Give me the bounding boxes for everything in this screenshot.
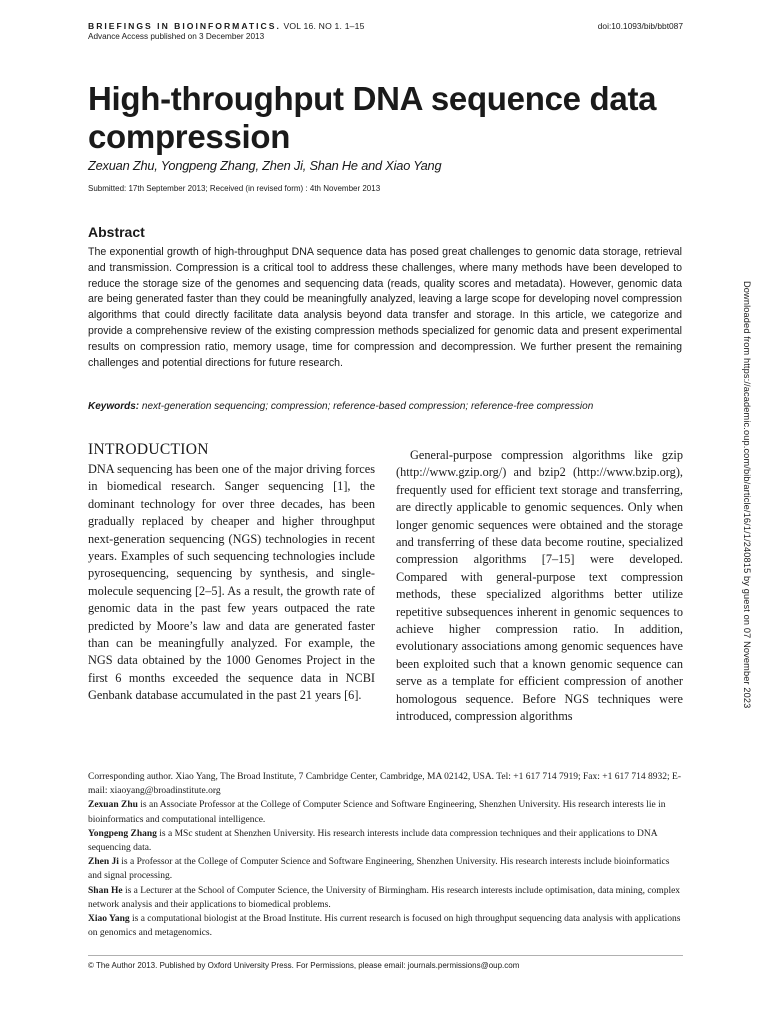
- download-watermark: [740, 281, 758, 751]
- author-bio: [88, 855, 683, 883]
- author-bio-text: is a MSc student at Shenzhen University. His research interests include data compression techniques and their applications to DNA sequencing data.: [88, 828, 658, 854]
- body-column-left: [88, 440, 375, 705]
- keywords: [88, 401, 593, 412]
- author-bio-text: is an Associate Professor at the College of Computer Science and Software Engineering, Shenzhen University. His research interests lie in bioinformatics and computational intelligence.: [88, 800, 666, 825]
- volume-info: VOL 16. NO 1. 1–15: [283, 21, 365, 31]
- doi-link[interactable]: doi:10.1093/bib/bbt087: [597, 21, 683, 31]
- abstract-text: The exponential growth of high-throughput DNA sequence data has posed great challenges to genomic data storage, retrieval and transmission. Compression is a critical tool to address these challenges, where many methods have been developed to reduce the storage size of the genomes and sequencing data (reads, quality scores and metadata). However, genomic data are being generated faster than they could be meaningfully analyzed, leaving a large scope for developing novel compression algorithms that could directly facilitate data analysis beyond data transfer and storage. In this article, we categorize and provide a comprehensive review of the existing compression methods specialized for genomic data and present experimental results on compression ratio, memory usage, time for compression and decompression. We further present the remaining challenges and potential directions for future research.: [88, 246, 682, 369]
- author-bio-text: is a Professor at the College of Computer Science and Software Engineering, Shenzhen University. His research interests include bioinformatics and signal processing.: [88, 857, 670, 882]
- author-bio: [88, 827, 683, 855]
- author-bio-name: Zhen Ji: [88, 857, 119, 868]
- author-bio-text: is a computational biologist at the Broad Institute. His current research is focused on high throughput sequencing data analysis with applications on genomics and metagenomics.: [88, 914, 681, 939]
- author-bio-name: Zexuan Zhu: [88, 800, 138, 811]
- journal-name: BRIEFINGS IN BIOINFORMATICS.: [88, 21, 281, 31]
- journal-header: [88, 21, 365, 31]
- introduction-heading: INTRODUCTION: [88, 441, 209, 458]
- author-bio: [88, 912, 683, 940]
- intro-paragraph-right: General-purpose compression algorithms like gzip (http://www.gzip.org/) and bzip2 (http://www.bzip.org), frequently used for efficient text storage and transferring, are directly applicable to genomic sequences. Only when longer genomic sequences were obtained and the storage and transferring of these data become routine, specialized compression algorithms [7–15] were developed. Compared with general-purpose text compression methods, these specialized algorithms better utilize repetitive subsequences inherent in genomic sequences to achieve higher compression ratio. In addition, evolutionary associations among genomic sequences have been exploited such that a known genomic sequence can serve as a template for efficient compression of another homologous sequence. Before NGS techniques were introduced, compression algorithms: [396, 448, 683, 724]
- author-bio: [88, 798, 683, 826]
- author-footnotes: [88, 770, 683, 940]
- keywords-list: next-generation sequencing; compression; reference-based compression; reference-free compression: [141, 401, 594, 412]
- author-bio-name: Shan He: [88, 885, 123, 896]
- footer-divider: [88, 955, 683, 956]
- abstract-heading: Abstract: [88, 224, 145, 240]
- copyright-notice: © The Author 2013. Published by Oxford University Press. For Permissions, please email: journals.permissions@oup.com: [88, 961, 520, 970]
- author-bio-name: Xiao Yang: [88, 914, 130, 925]
- advance-access-line: Advance Access published on 3 December 2013: [88, 32, 265, 41]
- download-watermark-text: Downloaded from https://academic.oup.com/bib/article/16/1/1/240815 by guest on 07 November 2023: [742, 281, 752, 709]
- author-bio-name: Yongpeng Zhang: [88, 828, 157, 839]
- keywords-label: Keywords:: [88, 401, 140, 412]
- corresponding-author-note: Corresponding author. Xiao Yang, The Broad Institute, 7 Cambridge Center, Cambridge, MA 02142, USA. Tel: +1 617 714 7919; Fax: +1 617 714 8932; E-mail: xiaoyang@broadinstitute.org: [88, 772, 681, 797]
- submission-dates: Submitted: 17th September 2013; Received (in revised form) : 4th November 2013: [88, 184, 381, 193]
- body-column-right: [396, 447, 683, 726]
- author-bio: [88, 884, 683, 912]
- intro-paragraph-left: DNA sequencing has been one of the major driving forces in biomedical research. Sanger sequencing [1], the dominant technology for over three decades, has been gradually replaced by cheaper and higher throughput next-generation sequencing (NGS) technologies in recent years. Examples of such sequencing technologies include pyrosequencing, sequencing by synthesis, and single-molecule sequencing [2–5]. As a result, the growth rate of genomic data in the past few years outpaced the rate predicted by Moore’s law and data are generated faster than can be meaningfully analyzed. For example, the NGS data obtained by the 1000 Genomes Project in the first 6 months exceeded the sequence data in NCBI Genbank database accumulated in the past 21 years [6].: [88, 462, 375, 703]
- author-list: Zexuan Zhu, Yongpeng Zhang, Zhen Ji, Shan He and Xiao Yang: [88, 158, 442, 173]
- article-title: High-throughput DNA sequence data compression: [88, 80, 657, 155]
- author-bio-text: is a Lecturer at the School of Computer Science, the University of Birmingham. His research interests include optimisation, data mining, complex network analysis and their applications to biomedical problems.: [88, 885, 681, 910]
